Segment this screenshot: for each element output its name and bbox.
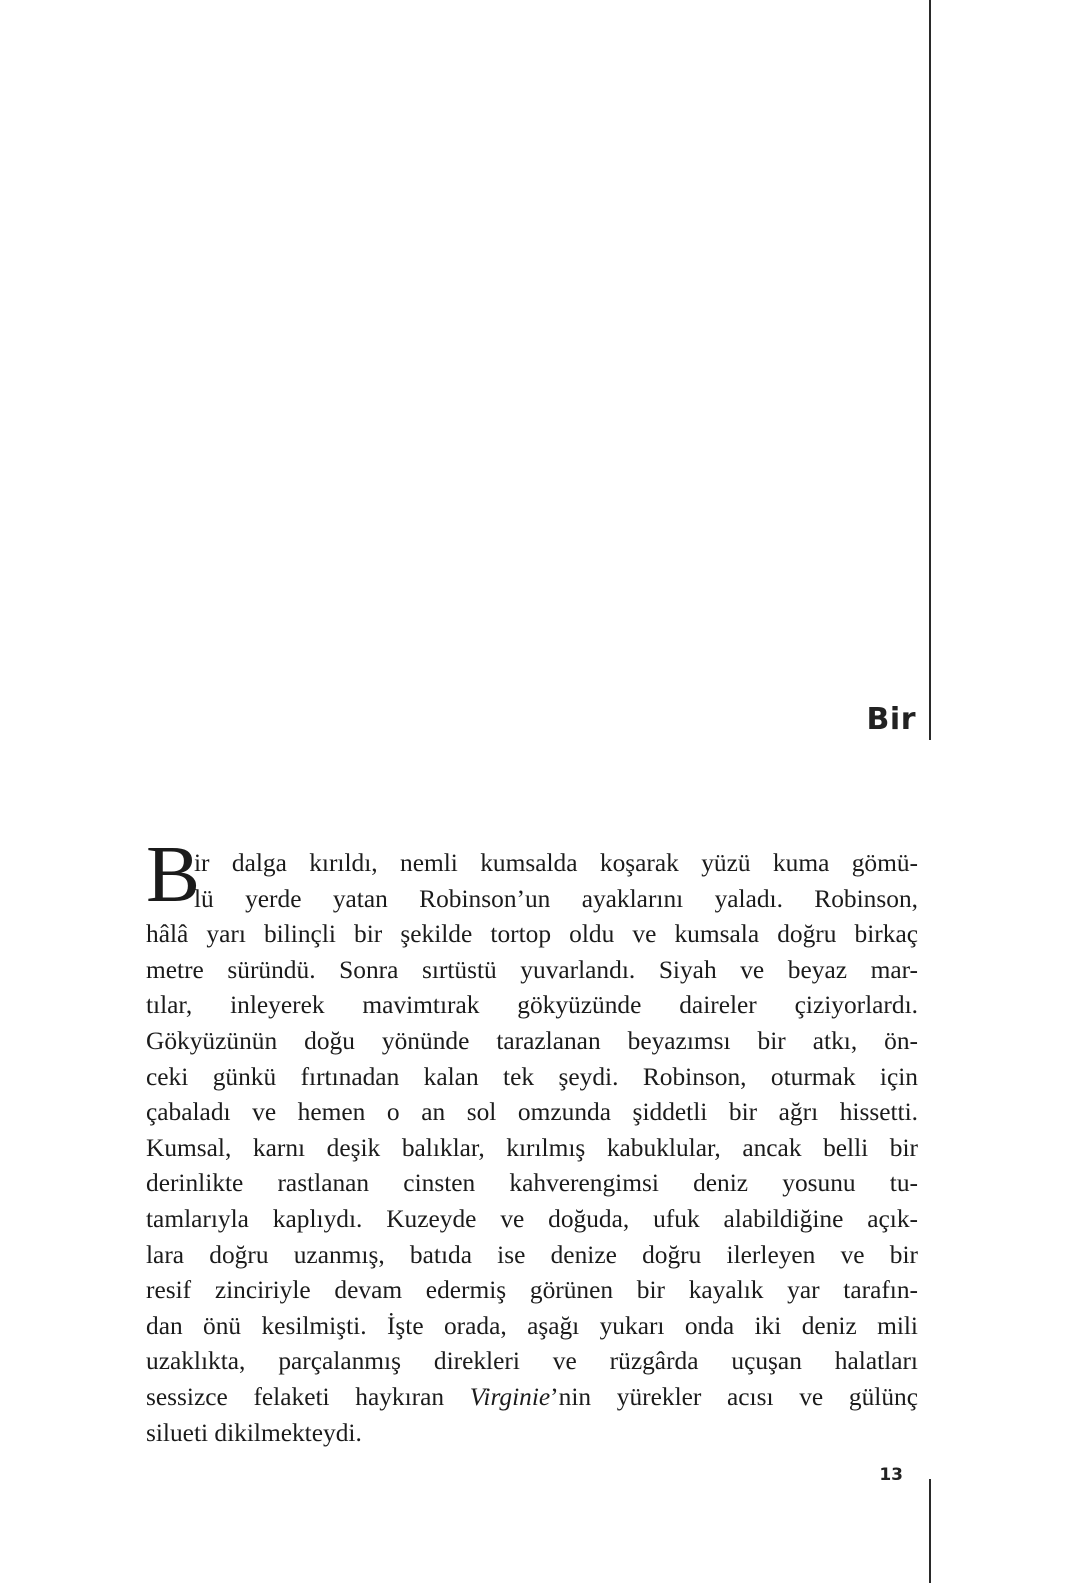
text-line: çabaladı ve hemen o an sol omzunda şiddetli bir ağrı hissetti.	[146, 1098, 918, 1127]
text-line: tılar, inleyerek mavimtırak gökyüzünde daireler çiziyorlardı.	[146, 991, 918, 1020]
text-line: ir dalga kırıldı, nemli kumsalda koşarak yüzü kuma gömü-	[194, 849, 918, 877]
drop-cap: B	[146, 829, 201, 919]
text-line: silueti dikilmekteydi.	[146, 1418, 362, 1447]
text-line: hâlâ yarı bilinçli bir şekilde tortop oldu ve kumsala doğru birkaç	[146, 920, 918, 949]
chapter-title: Bir	[866, 702, 916, 737]
text-line: lü yerde yatan Robinson’un ayaklarını yaladı. Robinson,	[194, 884, 918, 913]
text-line-with-italic	[146, 1380, 918, 1416]
text-line: tamlarıyla kaplıydı. Kuzeyde ve doğuda, ufuk alabildiğine açık-	[146, 1204, 918, 1233]
body-paragraph	[146, 846, 918, 1451]
page-number: 13	[879, 1465, 903, 1485]
text-line: Kumsal, karnı deşik balıklar, kırılmış kabuklular, ancak belli bir	[146, 1133, 918, 1162]
text-line: uzaklıkta, parçalanmış direkleri ve rüzgârda uçuşan halatları	[146, 1347, 918, 1376]
text-line: Gökyüzünün doğu yönünde tarazlanan beyazımsı bir atkı, ön-	[146, 1026, 918, 1055]
text-line: derinlikte rastlanan cinsten kahverengimsi deniz yosunu tu-	[146, 1169, 918, 1198]
text-line: resif zinciriyle devam edermiş görünen bir kayalık yar tarafın-	[146, 1276, 918, 1305]
margin-rule-top	[929, 0, 931, 740]
text-line: metre süründü. Sonra sırtüstü yuvarlandı. Siyah ve beyaz mar-	[146, 955, 918, 984]
text-segment: ’nin yürekler acısı ve gülünç	[550, 1382, 918, 1411]
text-line: lara doğru uzanmış, batıda ise denize doğru ilerleyen ve bir	[146, 1240, 918, 1269]
text-segment: sessizce felaketi haykıran	[146, 1382, 445, 1411]
text-line: ceki günkü fırtınadan kalan tek şeydi. Robinson, oturmak için	[146, 1062, 918, 1091]
ship-name-italic: Virginie	[469, 1382, 551, 1411]
text-line: dan önü kesilmişti. İşte orada, aşağı yukarı onda iki deniz mili	[146, 1311, 918, 1340]
margin-rule-bottom	[929, 1479, 931, 1583]
